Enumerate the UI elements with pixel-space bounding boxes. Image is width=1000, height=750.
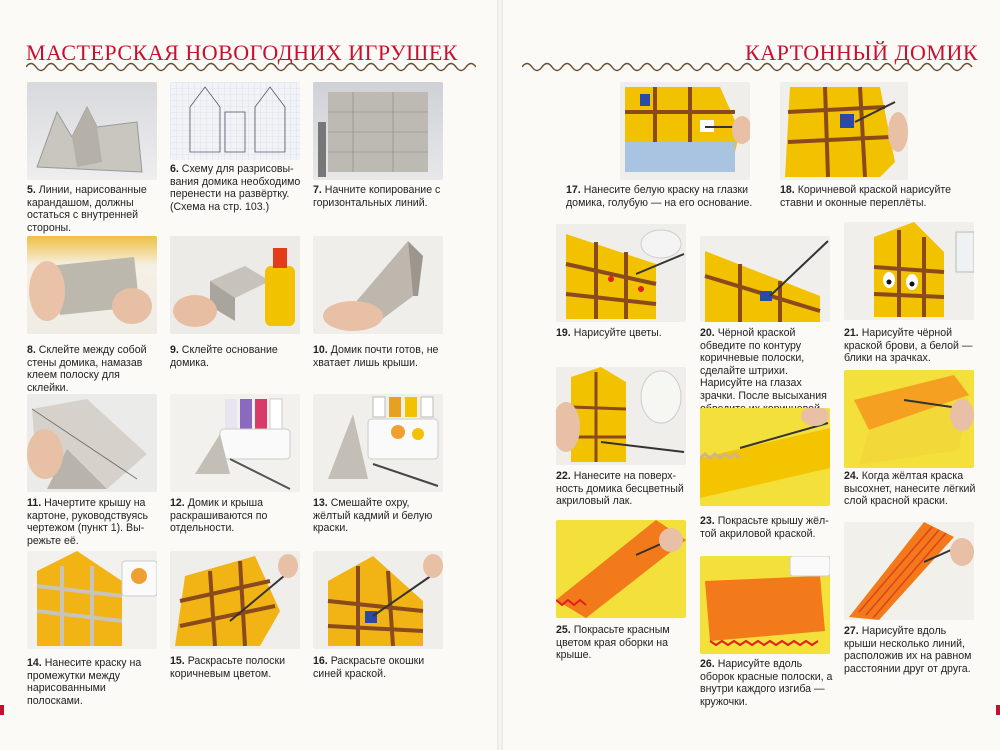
step-12-caption: 12. Домик и крыша раскрашиваются по отдельности. <box>170 497 268 535</box>
step-8-photo <box>27 236 157 334</box>
wave-divider <box>522 60 978 74</box>
step-16-caption: 16. Раскрасьте окошки синей краской. <box>313 655 425 680</box>
page-edge-mark <box>0 705 4 715</box>
step-27-photo <box>844 522 974 620</box>
step-22-caption: 22. Нанесите на поверхность домика бесцветный акриловый лак. <box>556 470 684 508</box>
step-15-caption: 15. Раскрасьте полоски коричневым цветом. <box>170 655 286 680</box>
step-26-caption: 26. Нарисуйте вдоль оборок красные полоски, а внутри каждого изгиба — кружочки. <box>700 658 833 708</box>
page-edge-mark <box>996 705 1000 715</box>
step-7-photo <box>313 82 443 180</box>
step-21-caption: 21. Нарисуйте чёрной краской брови, а белой — блики на зрачках. <box>844 327 973 365</box>
step-10-caption: 10. Домик почти готов, не хватает лишь крыши. <box>313 344 439 369</box>
step-14-caption: 14. Нанесите краску на промежутки между нарисованными полосками. <box>27 657 142 707</box>
step-27-caption: 27. Нарисуйте вдоль крыши несколько линий, расположив их на равном расстоянии друг от друга. <box>844 625 972 675</box>
step-24-caption: 24. Когда жёлтая краска высохнет, нанесите лёгкий слой красной краски. <box>844 470 976 508</box>
step-12-photo <box>170 394 300 492</box>
wave-divider <box>26 60 476 74</box>
step-20-caption: 20. Чёрной краской обведите по контуру коричневые полоски, сделайте штрихи. Нарисуйте на глазах зрачки. После высыхания <box>700 327 827 402</box>
step-24-photo <box>844 370 974 468</box>
step-23-caption: 23. Покрасьте крышу жёлтой акриловой краской. <box>700 515 829 540</box>
step-25-caption: 25. Покрасьте красным цветом края оборки на крыше. <box>556 624 670 662</box>
step-19-photo <box>556 224 686 322</box>
step-7-caption: 7. Начните копирование с горизонтальных линий. <box>313 184 441 209</box>
step-9-photo <box>170 236 300 334</box>
step-8-caption: 8. Склейте между собой стены домика, намазав клеем полоску для склейки. <box>27 344 147 394</box>
step-25-photo <box>556 520 686 618</box>
step-18-caption: 18. Коричневой краской нарисуйте ставни и оконные переплёты. <box>780 184 951 209</box>
step-23-photo <box>700 408 830 506</box>
step-15-photo <box>170 551 300 649</box>
step-14-photo <box>27 551 157 649</box>
step-13-photo <box>313 394 443 492</box>
step-13-caption: 13. Смешайте охру, жёлтый кадмий и белую краски. <box>313 497 433 535</box>
step-10-photo <box>313 236 443 334</box>
section-header: КАРТОННЫЙ ДОМИК <box>745 40 978 65</box>
section-header: МАСТЕРСКАЯ НОВОГОДНИХ ИГРУШЕК <box>26 40 458 65</box>
step-9-caption: 9. Склейте основание домика. <box>170 344 278 369</box>
step-6-photo <box>170 82 300 160</box>
step-11-caption: 11. Начертите крышу на картоне, руководствуясь чертежом (пункт 1). Вырежьте её. <box>27 497 149 547</box>
step-6-caption: 6. Схему для разрисовывания домика необходимо перенести на развёртку. (Схема на стр. 103.) <box>170 163 301 213</box>
right-page <box>500 0 1000 750</box>
step-19-caption: 19. Нарисуйте цветы. <box>556 327 662 339</box>
step-16-photo <box>313 551 443 649</box>
step-21-photo <box>844 222 974 320</box>
step-11-photo <box>27 394 157 492</box>
step-5-caption: 5. Линии, нарисованные карандашом, должны остаться с внутренней стороны. <box>27 184 147 234</box>
step-26-photo <box>700 556 830 654</box>
step-17-photo <box>620 82 750 180</box>
step-5-photo <box>27 82 157 180</box>
step-20-photo <box>700 236 830 322</box>
step-17-caption: 17. Нанесите белую краску на глазки домика, голубую — на его основание. <box>566 184 753 209</box>
step-18-photo <box>780 82 908 180</box>
step-22-photo <box>556 367 686 465</box>
